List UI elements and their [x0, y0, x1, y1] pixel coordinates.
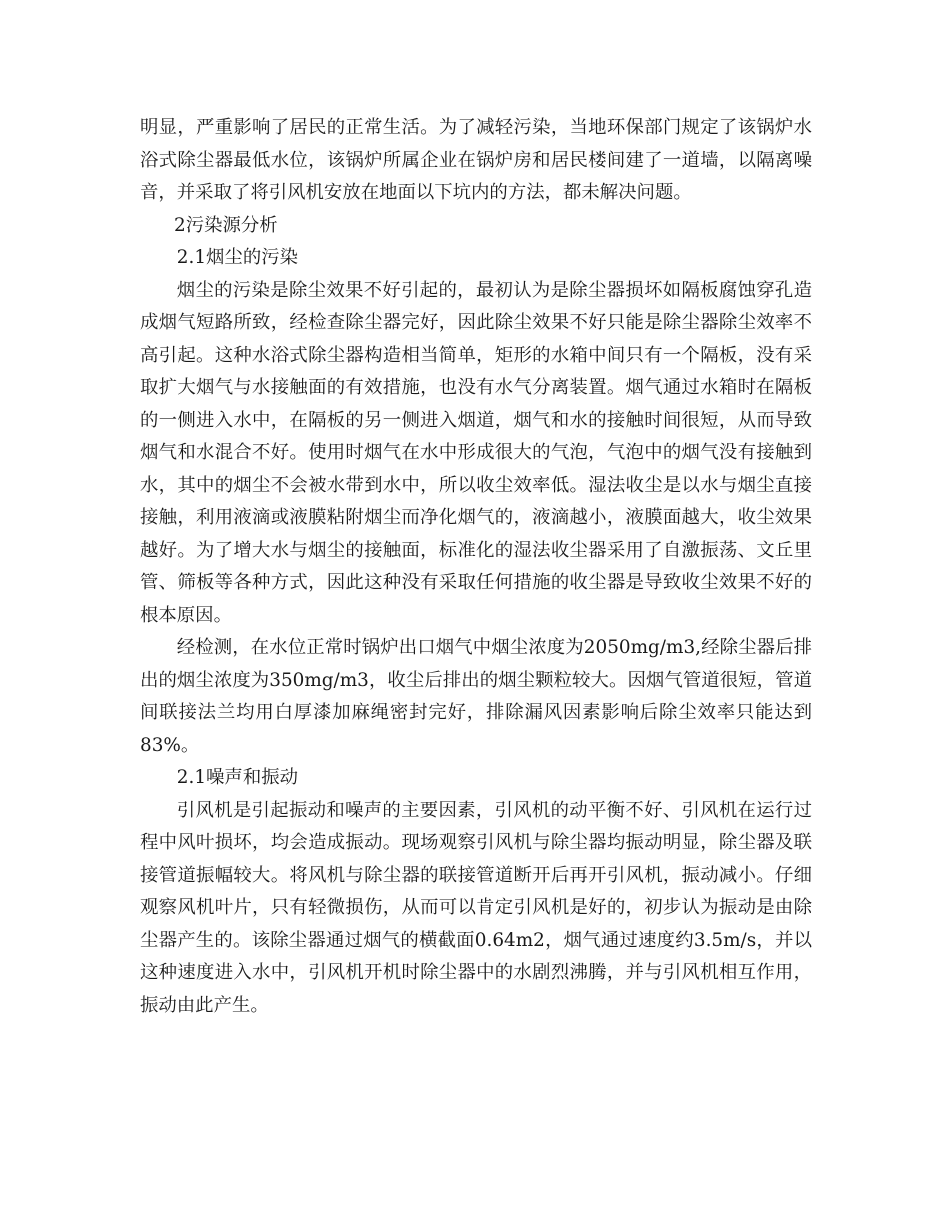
paragraph-dust-measurement: 经检测，在水位正常时锅炉出口烟气中烟尘浓度为2050mg/m3,经除尘器后排出的烟尘浓度为350mg/m3，收尘后排出的烟尘颗粒较大。因烟气管道很短，管道间联接法兰均用白厚漆加麻绳密封完好，排除漏风因素影响后除尘效率只能达到83%。 — [140, 637, 812, 756]
subsection-heading-2-1-dust: 2.1烟尘的污染 — [176, 247, 298, 268]
section-heading-2: 2污染源分析 — [174, 214, 278, 236]
document-body — [140, 112, 812, 1022]
paragraph-noise-vibration: 引风机是引起振动和噪声的主要因素，引风机的动平衡不好、引风机在运行过程中风叶损坏，均会造成振动。现场观察引风机与除尘器均振动明显，除尘器及联接管道振幅较大。将风机与除尘器的联接管道断开后再开引风机，振动减小。仔细观察风机叶片，只有轻微损伤，从而可以肯定引风机是好的，初步认为振动是由除尘器产生的。该除尘器通过烟气的横截面0.64m2，烟气通过速度约3.5m/s，并以这种速度进入水中，引风机开机时除尘器中的水剧烈沸腾，并与引风机相互作用，振动由此产生。 — [140, 799, 812, 1016]
paragraph-dust-analysis: 烟尘的污染是除尘效果不好引起的，最初认为是除尘器损坏如隔板腐蚀穿孔造成烟气短路所致，经检查除尘器完好，因此除尘效果不好只能是除尘器除尘效率不高引起。这种水浴式除尘器构造相当简单，矩形的水箱中间只有一个隔板，没有采取扩大烟气与水接触面的有效措施，也没有水气分离装置。烟气通过水箱时在隔板的一侧进入水中，在隔板的另一侧进入烟道，烟气和水的接触时间很短，从而导致烟气和水混合不好。使用时烟气在水中形成很大的气泡，气泡中的烟气没有接触到水，其中的烟尘不会被水带到水中，所以收尘效率低。湿法收尘是以水与烟尘直接接触，利用液滴或液膜粘附烟尘而净化烟气的，液滴越小，液膜面越大，收尘效果越好。为了增大水与烟尘的接触面，标准化的湿法收尘器采用了自激振荡、文丘里管、筛板等各种方式，因此这种没有采取任何措施的收尘器是导致收尘效果不好的根本原因。 — [140, 279, 812, 626]
paragraph-continued: 明显，严重影响了居民的正常生活。为了减轻污染，当地环保部门规定了该锅炉水浴式除尘器最低水位，该锅炉所属企业在锅炉房和居民楼间建了一道墙，以隔离噪音，并采取了将引风机安放在地面以下坑内的方法，都未解决问题。 — [140, 117, 812, 203]
subsection-heading-2-1-noise: 2.1噪声和振动 — [176, 767, 298, 788]
